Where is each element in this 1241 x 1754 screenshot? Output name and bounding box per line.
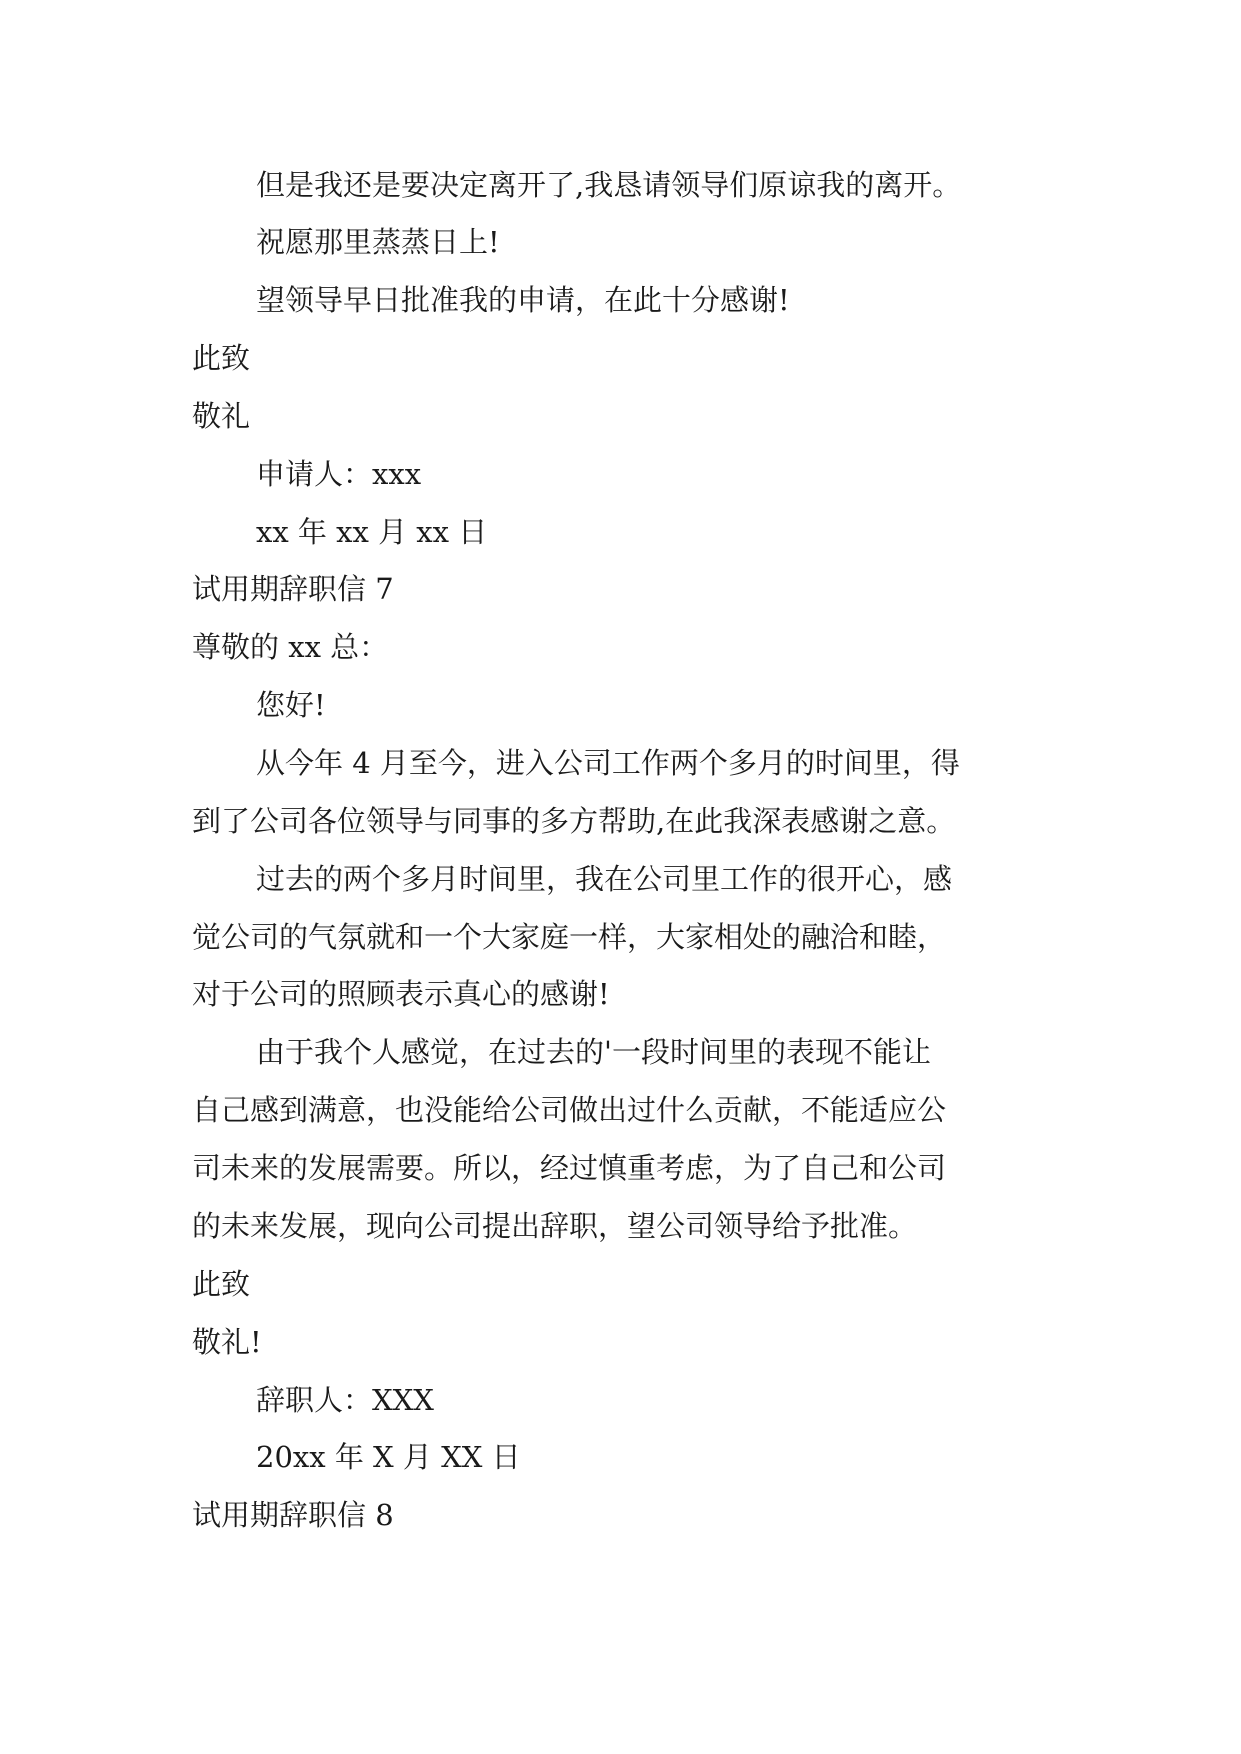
body-line: 过去的两个多月时间里，我在公司里工作的很开心，感 bbox=[256, 862, 953, 896]
date-line: xx 年 xx 月 xx 日 bbox=[256, 515, 488, 549]
body-line: 到了公司各位领导与同事的多方帮助,在此我深表感谢之意。 bbox=[192, 804, 956, 838]
body-line: 由于我个人感觉，在过去的'一段时间里的表现不能让 bbox=[256, 1035, 931, 1069]
closing-line: 敬礼 bbox=[192, 399, 251, 433]
closing-line: 敬礼! bbox=[192, 1325, 262, 1359]
body-line: 觉公司的气氛就和一个大家庭一样，大家相处的融洽和睦， bbox=[192, 920, 947, 954]
date-line: 20xx 年 X 月 XX 日 bbox=[256, 1440, 521, 1474]
body-line: 的未来发展，现向公司提出辞职，望公司领导给予批准。 bbox=[192, 1209, 918, 1243]
body-line: 对于公司的照顾表示真心的感谢! bbox=[192, 977, 610, 1011]
salutation: 尊敬的 xx 总： bbox=[192, 630, 389, 664]
section-title: 试用期辞职信 7 bbox=[192, 572, 394, 606]
closing-line: 此致 bbox=[192, 1267, 251, 1301]
body-line: 祝愿那里蒸蒸日上! bbox=[256, 225, 500, 259]
body-line: 但是我还是要决定离开了,我恳请领导们原谅我的离开。 bbox=[256, 168, 962, 202]
body-line: 从今年 4 月至今，进入公司工作两个多月的时间里，得 bbox=[256, 746, 960, 780]
body-line: 望领导早日批准我的申请，在此十分感谢! bbox=[256, 283, 790, 317]
greeting: 您好! bbox=[256, 688, 326, 722]
signature-line: 申请人：xxx bbox=[256, 457, 422, 491]
closing-line: 此致 bbox=[192, 341, 251, 375]
body-line: 自己感到满意，也没能给公司做出过什么贡献，不能适应公 bbox=[192, 1093, 947, 1127]
signature-line: 辞职人：XXX bbox=[256, 1383, 434, 1417]
section-title: 试用期辞职信 8 bbox=[192, 1498, 394, 1532]
body-line: 司未来的发展需要。所以，经过慎重考虑，为了自己和公司 bbox=[192, 1151, 947, 1185]
